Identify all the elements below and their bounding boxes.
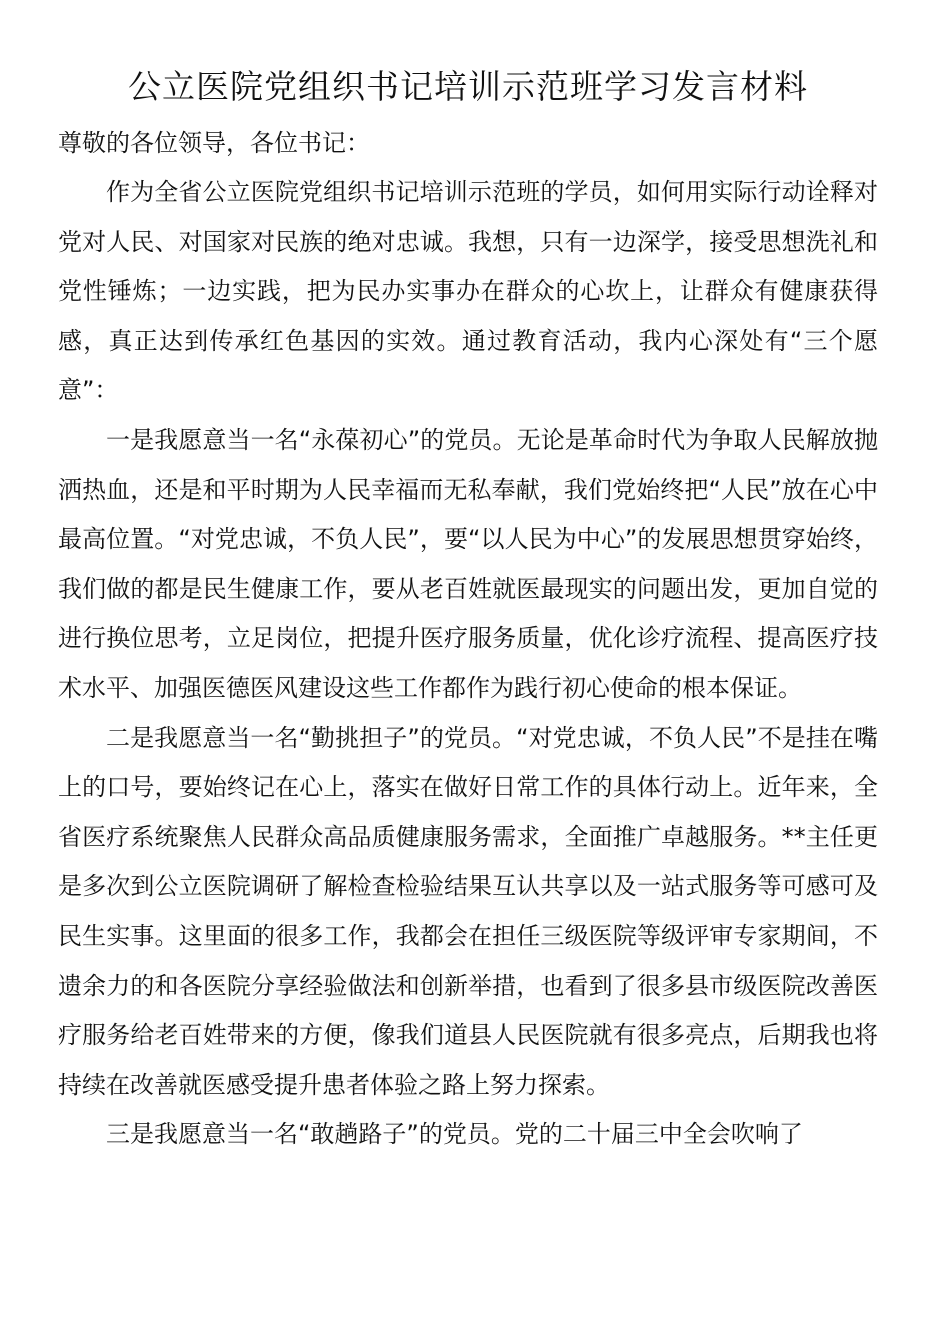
paragraph-point-one: 一是我愿意当一名“永葆初心”的党员。无论是革命时代为争取人民解放抛洒热血，还是和平时期为人民幸福而无私奉献，我们党始终把“人民”放在心中最高位置。“对党忠诚，不负人民”，要“以人民为中心”的发展思想贯穿始终，我们做的都是民生健康工作，要从老百姓就医最现实的问题出发，更加自觉的进行换位思考，立足岗位，把提升医疗服务质量，优化诊疗流程、提高医疗技术水平、加强医德医风建设这些工作都作为践行初心使命的根本保证。 (58, 425, 878, 702)
salutation: 尊敬的各位领导，各位书记： (58, 129, 370, 157)
document-title: 公立医院党组织书记培训示范班学习发言材料 (128, 67, 808, 106)
paragraph-intro: 作为全省公立医院党组织书记培训示范班的学员，如何用实际行动诠释对党对人民、对国家对民族的绝对忠诚。我想，只有一边深学，接受思想洗礼和党性锤炼；一边实践，把为民办实事办在群众的心坎上，让群众有健康获得感，真正达到传承红色基因的实效。通过教育活动，我内心深处有“三个愿意”： (58, 178, 878, 405)
paragraph-point-two: 二是我愿意当一名“勤挑担子”的党员。“对党忠诚，不负人民”不是挂在嘴上的口号，要始终记在心上，落实在做好日常工作的具体行动上。近年来，全省医疗系统聚焦人民群众高品质健康服务需求，全面推广卓越服务。**主任更是多次到公立医院调研了解检查检验结果互认共享以及一站式服务等可感可及民生实事。这里面的很多工作，我都会在担任三级医院等级评审专家期间，不遗余力的和各医院分享经验做法和创新举措，也看到了很多县市级医院改善医疗服务给老百姓带来的方便，像我们道县人民医院就有很多亮点，后期我也将持续在改善就医感受提升患者体验之路上努力探索。 (58, 723, 878, 1099)
paragraph-point-three: 三是我愿意当一名“敢趟路子”的党员。党的二十届三中全会吹响了 (106, 1120, 803, 1149)
